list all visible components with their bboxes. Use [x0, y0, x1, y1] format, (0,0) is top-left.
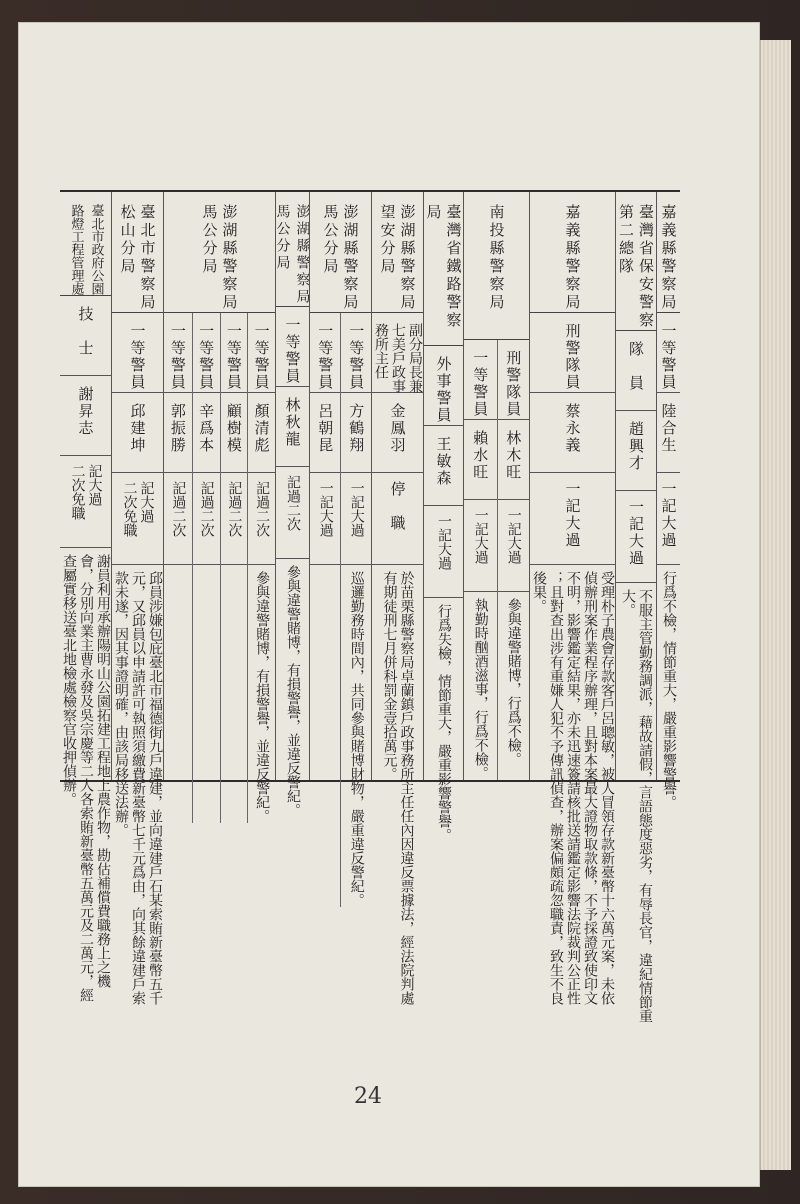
title: 外事警員	[434, 356, 453, 424]
unit-line: 澎湖縣警察局	[294, 204, 311, 306]
name: 顧樹模	[224, 403, 243, 454]
unit-line: 馬公分局	[200, 204, 219, 276]
reason-line: 巡邏勤務時間內，共同參與賭博財物，嚴重違反警紀。	[348, 571, 365, 907]
discipline-table	[60, 190, 680, 1023]
unit-line: 路燈工程管理處	[68, 204, 84, 295]
name: 辛爲本	[197, 403, 216, 454]
reason-line: 行爲不檢，情節重大，嚴重影響警譽。	[661, 571, 677, 809]
reason-line: 大。	[620, 589, 636, 617]
unit-cell	[60, 192, 111, 296]
discipline: 停 職	[388, 481, 407, 532]
reason-line: 款未遂，因其事證明確，由該局移送法辦。	[113, 571, 129, 837]
unit-line: 馬公分局	[274, 204, 291, 272]
reason-line: 不明，影響鑑定結果，亦未迅速簽請核批送請鑑定影響法院裁判公正性	[565, 571, 581, 1005]
reason-line: 有期徒刑七月併科罰金壹拾萬元。	[381, 571, 398, 781]
reason-line: 偵辦刑案作業程序辦理，且對本案最大證物取款條，不予採證致使印文	[582, 571, 598, 1005]
unit-line: 馬公分局	[321, 204, 340, 276]
unit-cell	[424, 192, 463, 346]
unit-cell	[464, 192, 529, 340]
name: 陸合生	[659, 403, 678, 454]
reason-line: 查屬實移送臺北地檢處檢察官收押偵辦。	[61, 554, 77, 806]
column-6	[309, 192, 371, 907]
column-1	[615, 192, 656, 1023]
unit-line: 望安分局	[378, 204, 397, 276]
reason-line: 參與違警賭博，行爲不檢。	[505, 598, 522, 766]
discipline: 記過二次	[198, 481, 215, 537]
name: 林秋龍	[283, 397, 302, 448]
column-3	[463, 192, 529, 780]
unit-line: 澎湖縣警察局	[398, 204, 417, 312]
title: 技 士	[76, 306, 95, 357]
title: 一等警員	[347, 323, 366, 391]
column-4	[423, 192, 463, 842]
name: 呂朝昆	[316, 403, 335, 454]
title: 隊 員	[627, 341, 645, 392]
column-2	[529, 192, 615, 1005]
reason-line: 行爲失檢，情節重大，嚴重影響警譽。	[436, 604, 452, 842]
document-page	[18, 22, 760, 1187]
column-9	[111, 192, 163, 1005]
reason-line: 參與違警賭博，有損警譽，並違反警紀。	[285, 565, 301, 817]
title: 一等警員	[224, 323, 243, 391]
discipline: 記過二次	[226, 481, 243, 537]
title: 一等警員	[168, 323, 187, 391]
unit-line: 南投縣警察局	[487, 204, 506, 312]
discipline: 二次免職	[69, 464, 86, 520]
unit-line: 臺北市政府公園	[88, 204, 104, 295]
reason-line: 邱員涉嫌包庇臺北市福德街九戶違建，並向違建戶石某索賄新臺幣五千	[147, 571, 163, 1005]
page-stack-edge	[760, 40, 791, 1170]
title: 一等警員	[252, 323, 271, 391]
reason-line: 後果。	[531, 571, 547, 613]
unit-cell	[276, 192, 309, 307]
title: 刑警隊員	[563, 323, 582, 391]
reason-line: ；且對查出涉有重嫌人犯不予傳訊偵查，辦案偏頗疏忽職責，致生不良	[548, 571, 564, 1005]
column-8	[163, 192, 275, 823]
title: 副分局長兼七美戶政事務所主任	[373, 323, 423, 393]
name: 顏清彪	[252, 403, 271, 454]
discipline: 記過二次	[254, 481, 271, 537]
discipline: 一記大過	[505, 508, 522, 564]
unit-line: 澎湖縣警察局	[220, 204, 239, 312]
unit-line: 松山分局	[118, 204, 137, 276]
unit-line: 第二總隊	[617, 204, 635, 276]
reason-line: 元，又邱員以申請許可執照須繳費新臺幣七千元爲由，向其餘違建戶索	[130, 571, 146, 1005]
title: 刑警隊員	[504, 350, 523, 418]
column-0	[656, 192, 680, 809]
title: 一等警員	[659, 323, 678, 391]
unit-line: 嘉義縣警察局	[659, 204, 678, 312]
discipline: 一記大過	[436, 514, 452, 570]
unit-line: 臺灣省保安警察	[637, 204, 655, 330]
unit-line: 澎湖縣警察局	[341, 204, 360, 312]
unit-cell	[310, 192, 371, 313]
title: 一等警員	[471, 350, 490, 418]
name: 林木旺	[504, 430, 523, 481]
discipline: 一記大過	[472, 508, 489, 564]
unit-line: 嘉義縣警察局	[563, 204, 582, 312]
name: 賴水旺	[471, 430, 490, 481]
discipline: 一記大過	[627, 499, 645, 567]
title: 一等警員	[128, 323, 147, 391]
reason-line: 執勤時酗酒滋事，行爲不檢。	[472, 598, 489, 780]
reason-line: 謝員利用承辦陽明山公園拓建工程地上農作物，勘估補償費職務上之機	[95, 554, 111, 988]
discipline: 記過二次	[170, 481, 187, 537]
unit-cell	[530, 192, 615, 313]
discipline: 二次免職	[121, 481, 138, 537]
name: 王敏森	[434, 436, 453, 487]
unit-cell	[164, 192, 275, 313]
reason-line: 受理朴子農會存款客戶呂聰敏，被人冒領存款新臺幣十六萬元案，未依	[599, 571, 615, 1005]
discipline: 一記大過	[348, 481, 365, 537]
discipline: 一記大過	[659, 481, 678, 549]
reason-line: 參與違警賭博，有損警譽，並違反警紀。	[254, 571, 271, 823]
title: 一等警員	[197, 323, 216, 391]
name: 謝昇志	[76, 386, 95, 437]
name: 蔡永義	[563, 403, 582, 454]
discipline: 記過二次	[285, 475, 301, 531]
discipline: 記大過	[138, 481, 155, 523]
unit-line: 臺灣省鐵路警察局	[424, 204, 463, 330]
name: 趙興才	[627, 421, 645, 472]
reason-line: 於苗栗縣警察局卓蘭鎮戶政事務所主任任內因違反票據法，經法院判處	[398, 571, 415, 1005]
unit-cell	[372, 192, 423, 313]
title: 一等警員	[316, 323, 335, 391]
name: 金鳳羽	[388, 403, 407, 454]
discipline: 一記大過	[563, 481, 582, 549]
reason-line: 不服主管勤務調派，藉故請假，言語態度惡劣，有辱長官，違紀情節重	[637, 589, 653, 1023]
column-5	[371, 192, 423, 1005]
title: 一等警員	[283, 317, 302, 385]
unit-cell	[616, 192, 656, 331]
discipline: 一記大過	[317, 481, 334, 537]
name: 方鶴翔	[347, 403, 366, 454]
name: 邱建坤	[128, 403, 147, 454]
unit-cell	[657, 192, 680, 313]
unit-cell	[112, 192, 163, 313]
reason-line: 會，分別向業主曹永發及吳宗慶等二人各索賄新臺幣五萬元及二萬元，經	[78, 554, 94, 1002]
column-7	[274, 192, 311, 817]
column-10	[60, 192, 111, 1002]
unit-line: 臺北市警察局	[138, 204, 157, 312]
name: 郭振勝	[168, 403, 187, 454]
page-number: 24	[354, 1084, 382, 1109]
discipline: 記大過	[86, 464, 103, 506]
